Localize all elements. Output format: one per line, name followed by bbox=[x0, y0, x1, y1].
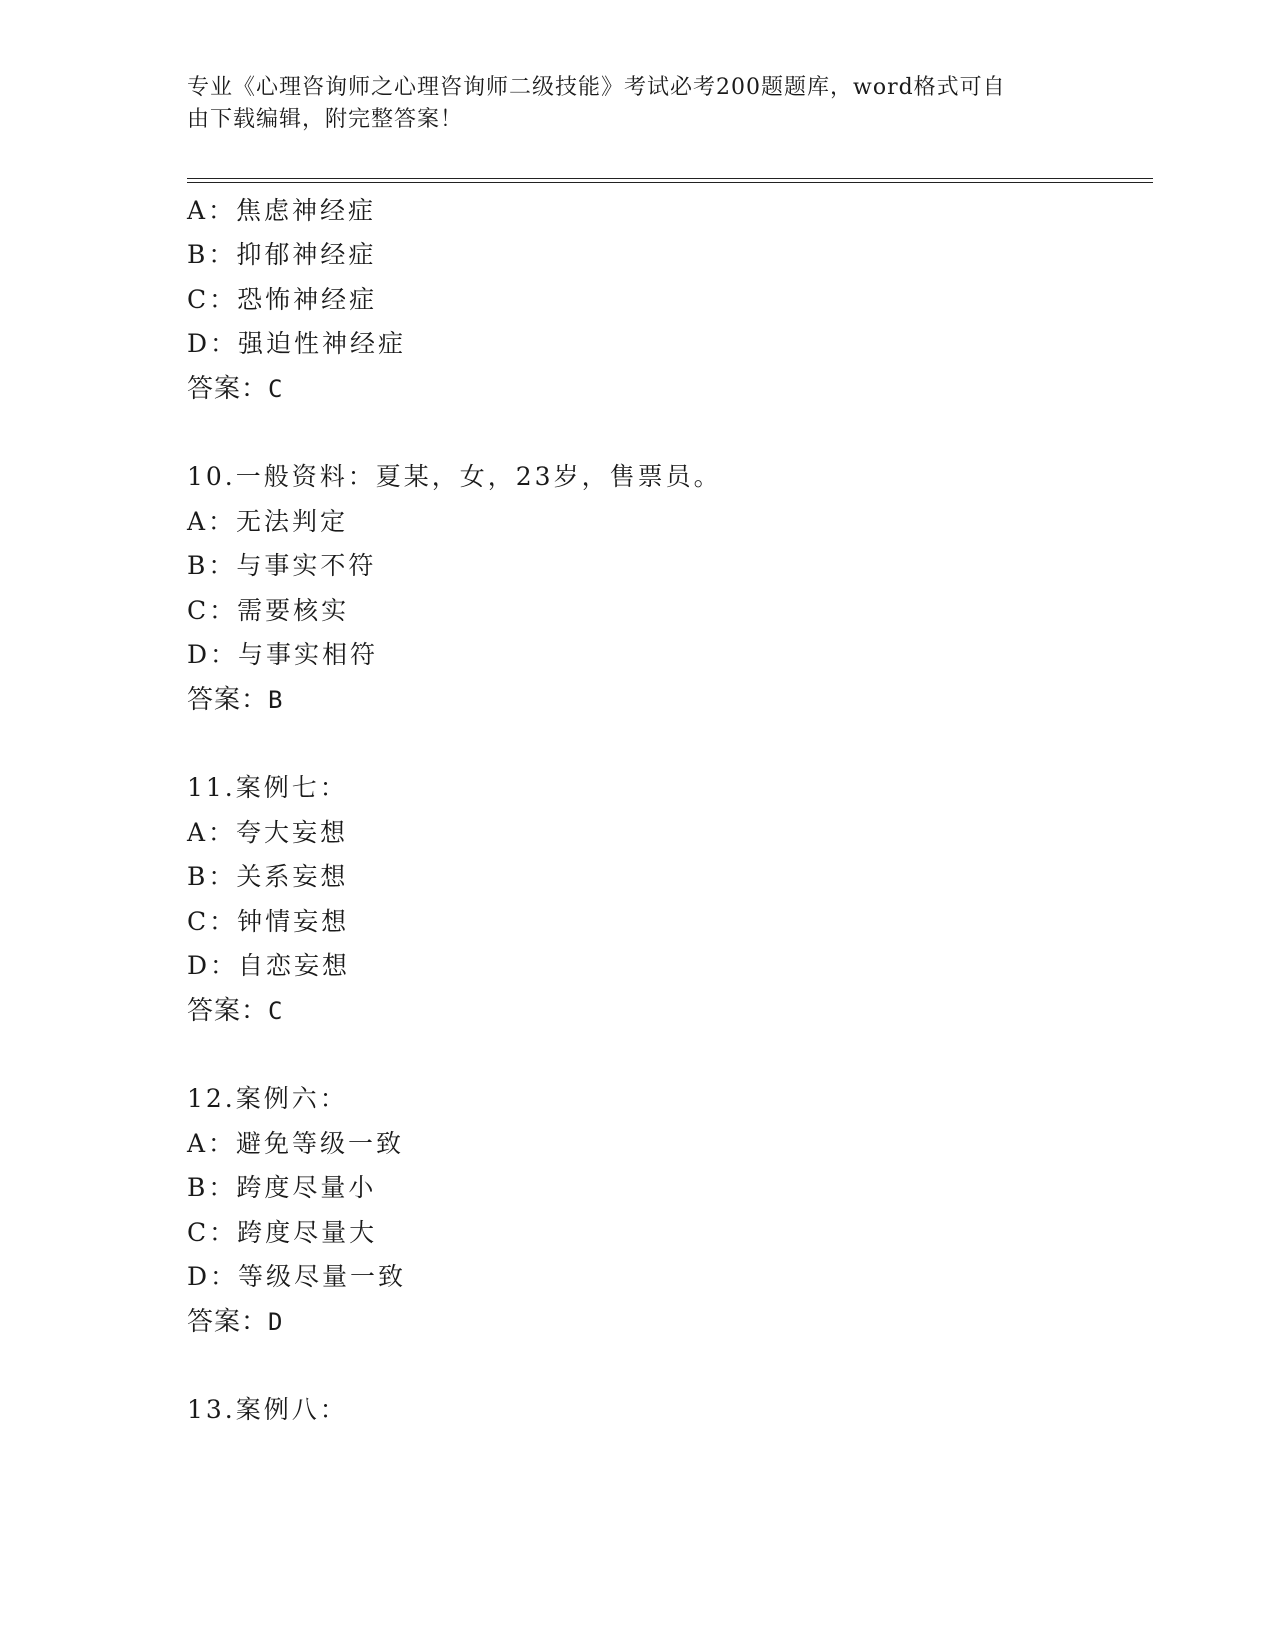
q10-option-d: D：与事实相符 bbox=[187, 640, 379, 669]
q10-stem: 10.一般资料：夏某，女，23岁，售票员。 bbox=[187, 462, 722, 491]
header-line-2: 由下载编辑，附完整答案！ bbox=[187, 107, 464, 132]
q9-answer-label: 答案： bbox=[187, 374, 269, 404]
q12-option-d: D：等级尽量一致 bbox=[187, 1262, 407, 1291]
q9-option-d: D：强迫性神经症 bbox=[187, 329, 407, 358]
q12-answer-label: 答案： bbox=[187, 1307, 269, 1337]
q9-option-a: A：焦虑神经症 bbox=[187, 196, 377, 225]
header-line-1: 专业《心理咨询师之心理咨询师二级技能》考试必考200题题库，word格式可自 bbox=[187, 75, 1006, 100]
q11-answer-value: C bbox=[268, 997, 284, 1025]
q11-option-b: B：关系妄想 bbox=[187, 862, 349, 891]
q10-answer-value: B bbox=[268, 686, 284, 714]
q12-stem: 12.案例六： bbox=[187, 1084, 348, 1113]
q12-option-b: B：跨度尽量小 bbox=[187, 1173, 377, 1202]
q9-answer bbox=[187, 374, 283, 404]
q9-option-b: B：抑郁神经症 bbox=[187, 240, 377, 269]
q11-stem: 11.案例七： bbox=[187, 773, 348, 802]
q11-answer-label: 答案： bbox=[187, 996, 269, 1026]
header-divider-top bbox=[187, 178, 1153, 179]
q10-option-b: B：与事实不符 bbox=[187, 551, 377, 580]
q9-answer-value: C bbox=[268, 375, 284, 403]
document-header bbox=[187, 72, 1067, 136]
q12-option-a: A：避免等级一致 bbox=[187, 1129, 405, 1158]
q11-option-a: A：夸大妄想 bbox=[187, 818, 349, 847]
q12-answer-value: D bbox=[268, 1308, 284, 1336]
header-divider-bottom bbox=[187, 182, 1153, 183]
q10-answer bbox=[187, 685, 283, 715]
q9-option-c: C：恐怖神经症 bbox=[187, 285, 378, 314]
q12-answer bbox=[187, 1307, 283, 1337]
q11-answer bbox=[187, 996, 283, 1026]
q11-option-c: C：钟情妄想 bbox=[187, 907, 350, 936]
q10-answer-label: 答案： bbox=[187, 685, 269, 715]
q13-stem: 13.案例八： bbox=[187, 1395, 348, 1424]
q11-option-d: D：自恋妄想 bbox=[187, 951, 351, 980]
q10-option-c: C：需要核实 bbox=[187, 596, 350, 625]
q10-option-a: A：无法判定 bbox=[187, 507, 349, 536]
q12-option-c: C：跨度尽量大 bbox=[187, 1218, 378, 1247]
